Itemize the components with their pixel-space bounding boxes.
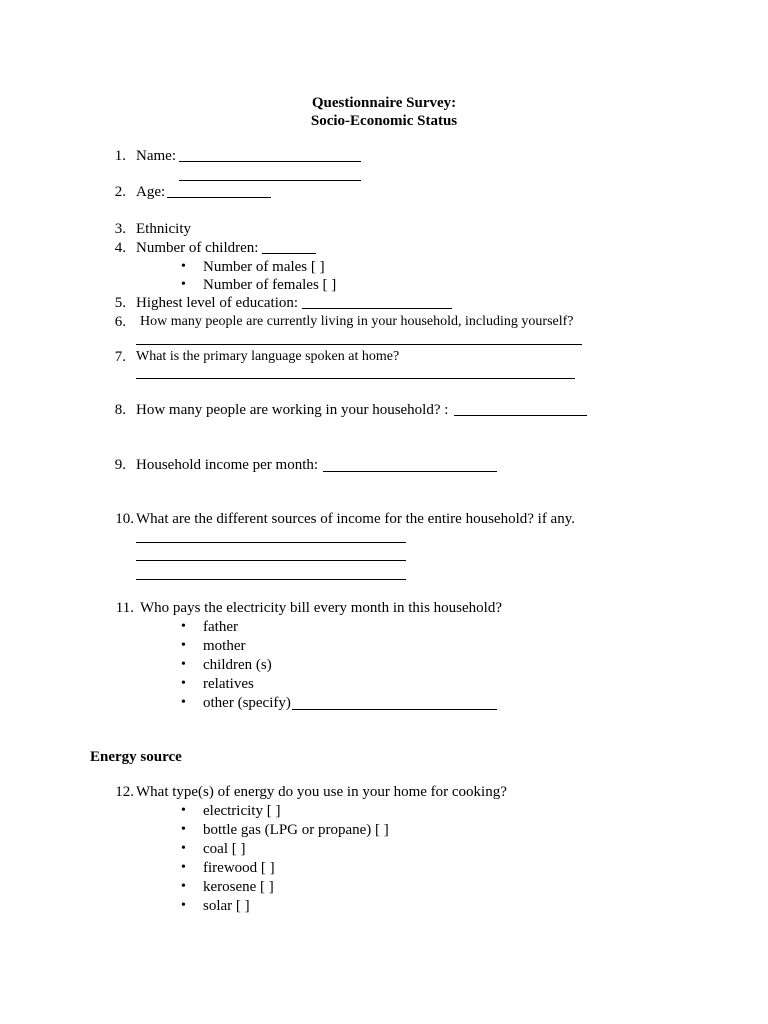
section-heading-energy-source: Energy source (90, 749, 182, 765)
q11-label: Who pays the electricity bill every month in this household? (140, 600, 502, 616)
q12-label: What type(s) of energy do you use in your home for cooking? (136, 784, 507, 800)
q10-label: What are the different sources of income for the entire household? if any. (136, 511, 575, 527)
q7-number: 7. (114, 349, 126, 365)
q6-answer-line[interactable] (136, 344, 582, 345)
q10-answer-line-3[interactable] (136, 579, 406, 580)
q11-bullet-3: • (181, 657, 186, 672)
q12-option-coal[interactable]: coal [ ] (203, 841, 246, 857)
q7-answer-line[interactable] (136, 378, 575, 379)
q10-number: 10. (115, 511, 134, 527)
q1-label: Name: (136, 148, 176, 164)
q11-option-children[interactable]: children (s) (203, 657, 272, 673)
survey-title-line-2: Socio-Economic Status (310, 113, 458, 129)
q3-label: Ethnicity (136, 221, 191, 237)
q6-number: 6. (114, 314, 126, 330)
q12-bullet-4: • (181, 860, 186, 875)
q11-other-specify-line[interactable] (292, 709, 497, 710)
q12-bullet-2: • (181, 822, 186, 837)
q12-bullet-3: • (181, 841, 186, 856)
q11-bullet-1: • (181, 619, 186, 634)
q12-bullet-6: • (181, 898, 186, 913)
q1-number: 1. (114, 148, 126, 164)
q11-bullet-2: • (181, 638, 186, 653)
q11-bullet-4: • (181, 676, 186, 691)
q5-label: Highest level of education: (136, 295, 299, 311)
survey-title-line-1: Questionnaire Survey: (311, 95, 457, 111)
q12-option-kerosene[interactable]: kerosene [ ] (203, 879, 274, 895)
q7-label: What is the primary language spoken at home? (136, 349, 400, 364)
q5-number: 5. (114, 295, 126, 311)
q11-option-relatives[interactable]: relatives (203, 676, 254, 692)
q1-answer-line-1[interactable] (179, 161, 361, 162)
q9-number: 9. (114, 457, 126, 473)
q12-bullet-1: • (181, 803, 186, 818)
q4-option-2[interactable]: Number of females [ ] (203, 277, 337, 293)
q12-option-solar[interactable]: solar [ ] (203, 898, 250, 914)
q11-option-other[interactable]: other (specify) (203, 695, 291, 711)
q4-number: 4. (114, 240, 126, 256)
q9-answer-line[interactable] (323, 471, 497, 472)
q12-option-firewood[interactable]: firewood [ ] (203, 860, 275, 876)
q9-label: Household income per month: (136, 457, 319, 473)
q12-bullet-5: • (181, 879, 186, 894)
q4-option-1[interactable]: Number of males [ ] (203, 259, 325, 275)
q2-number: 2. (114, 184, 126, 200)
q4-bullet-2: • (181, 277, 186, 292)
q4-answer-line[interactable] (262, 253, 316, 254)
q10-answer-line-1[interactable] (136, 542, 406, 543)
q2-label: Age: (136, 184, 166, 200)
q2-answer-line[interactable] (167, 197, 271, 198)
q11-option-mother[interactable]: mother (203, 638, 246, 654)
q12-number: 12. (115, 784, 134, 800)
q3-number: 3. (114, 221, 126, 237)
q10-answer-line-2[interactable] (136, 560, 406, 561)
q11-bullet-5: • (181, 695, 186, 710)
q5-answer-line[interactable] (302, 308, 452, 309)
q8-label: How many people are working in your household? : (136, 402, 449, 418)
q4-bullet-1: • (181, 259, 186, 274)
q12-option-bottle-gas[interactable]: bottle gas (LPG or propane) [ ] (203, 822, 389, 838)
q11-number: 11. (115, 600, 134, 616)
q4-label: Number of children: (136, 240, 259, 256)
q12-option-electricity[interactable]: electricity [ ] (203, 803, 281, 819)
q6-label: How many people are currently living in your household, including yourself? (140, 314, 574, 329)
q8-number: 8. (114, 402, 126, 418)
q11-option-father[interactable]: father (203, 619, 238, 635)
q1-answer-line-2[interactable] (179, 180, 361, 181)
q8-answer-line[interactable] (454, 415, 587, 416)
